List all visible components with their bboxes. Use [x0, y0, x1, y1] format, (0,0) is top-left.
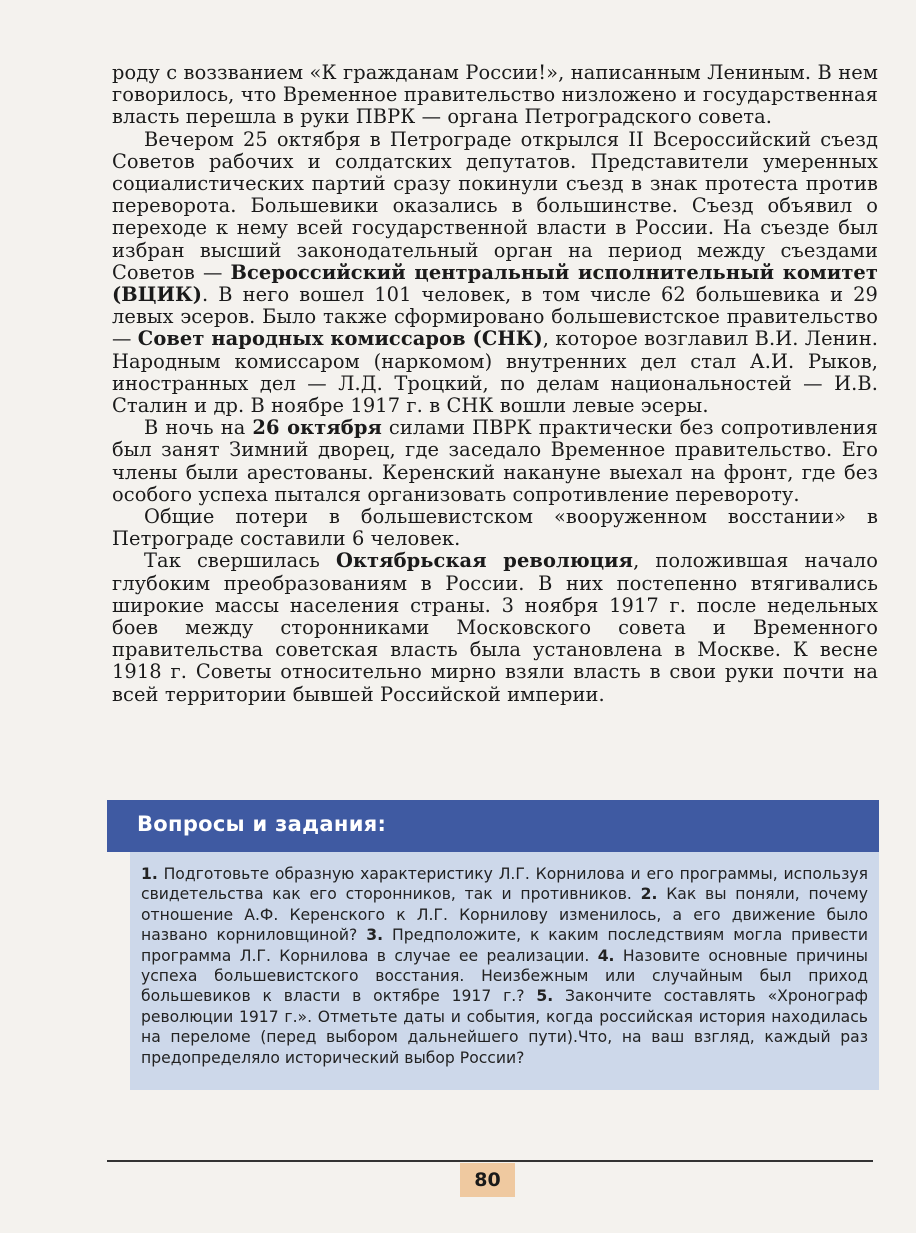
question-number: 2.	[640, 885, 658, 904]
term-october-revolution: Октябрьская революция	[335, 549, 634, 573]
term-date: 26 октября	[252, 416, 382, 440]
questions-title: Вопросы и задания:	[137, 812, 387, 836]
questions-text	[141, 864, 868, 1068]
footer-rule	[107, 1160, 873, 1162]
text-span: силами ПВРК практически без сопротивления был занят Зимний дворец, где заседало Временное правительство. Его члены были арестованы. Керенский накануне выехал на фронт, где без особого успеха пытался организовать сопротивление перевороту.	[112, 416, 878, 506]
question-text: Подготовьте образную характеристику Л.Г. Корнилова и его программы, используя свидетельства как его сторонников, так и противников.	[141, 865, 868, 904]
question-number: 4.	[597, 946, 615, 965]
main-text	[112, 62, 878, 706]
term-vtsik: Всероссийский центральный исполнительный комитет (ВЦИК)	[112, 260, 878, 307]
question-text: Предположите, к каким последствиям могла привести программа Л.Г. Корнилова в случае ее реализации.	[141, 926, 868, 965]
paragraph-4	[112, 506, 878, 550]
questions-header	[107, 800, 879, 852]
term-snk: Совет народных комиссаров (СНК)	[137, 327, 543, 351]
text-span: Так свершилась	[144, 549, 336, 573]
text-span: Общие потери в большевистском «вооруженном восстании» в Петрограде составили 6 человек.	[112, 505, 878, 551]
question-number: 5.	[536, 987, 554, 1006]
paragraph-2	[112, 129, 878, 418]
text-span: Вечером 25 октября в Петрограде открылся II Всероссийский съезд Советов рабочих и солдатских депутатов. Представители умеренных социалистических партий сразу покинули съезд в знак протеста против переворота. Большевики оказались в большинстве. Съезд объявил о переходе к нему всей государственной власти в России. На съезде был избран высший законодательный орган на период между съездами Советов —	[112, 127, 878, 284]
question-text: Назовите основные причины успеха большевистского восстания. Неизбежным или случайным был приход большевиков к власти в октябре 1917 г.?	[141, 946, 868, 1006]
question-text: Как вы поняли, почему отношение А.Ф. Керенского к Л.Г. Корнилову изменилось, а его движение было названо корниловщиной?	[141, 885, 868, 945]
question-number: 3.	[366, 926, 384, 945]
question-number: 1.	[141, 865, 158, 883]
text-span: роду с воззванием «К гражданам России!», написанным Лениным. В нем говорилось, что Временное правительство низложено и государственная власть перешла в руки ПВРК — органа Петроградского совета.	[112, 61, 878, 129]
text-span: , которое возглавил В.И. Ленин. Народным комиссаром (наркомом) внутренних дел стал А.И. Рыков, иностранных дел — Л.Д. Троцкий, по делам национальностей — И.В. Сталин и др. В ноябре 1917 г. в СНК вошли левые эсеры.	[112, 327, 878, 418]
paragraph-1	[112, 62, 878, 129]
paragraph-5	[112, 550, 878, 705]
text-span: . В него вошел 101 человек, в том числе 62 большевика и 29 левых эсеров. Было также сформировано большевистское правительство —	[112, 283, 878, 351]
paragraph-3	[112, 417, 878, 506]
page-number: 80	[460, 1163, 515, 1197]
question-text: Закончите составлять «Хронограф революции 1917 г.». Отметьте даты и события, когда российская история находилась на переломе (перед выбором дальнейшего пути).Что, на ваш взгляд, каждый раз предопределяло исторический выбор России?	[141, 987, 869, 1067]
text-span: В ночь на	[144, 416, 253, 440]
text-span: , положившая начало глубоким преобразованиям в России. В них постепенно втягивались широкие массы населения страны. 3 ноября 1917 г. после недельных боев между сторонниками Московского совета и Временного правительства советская власть была установлена в Москве. К весне 1918 г. Советы относительно мирно взяли власть в свои руки почти на всей территории бывшей Российской империи.	[112, 549, 879, 706]
